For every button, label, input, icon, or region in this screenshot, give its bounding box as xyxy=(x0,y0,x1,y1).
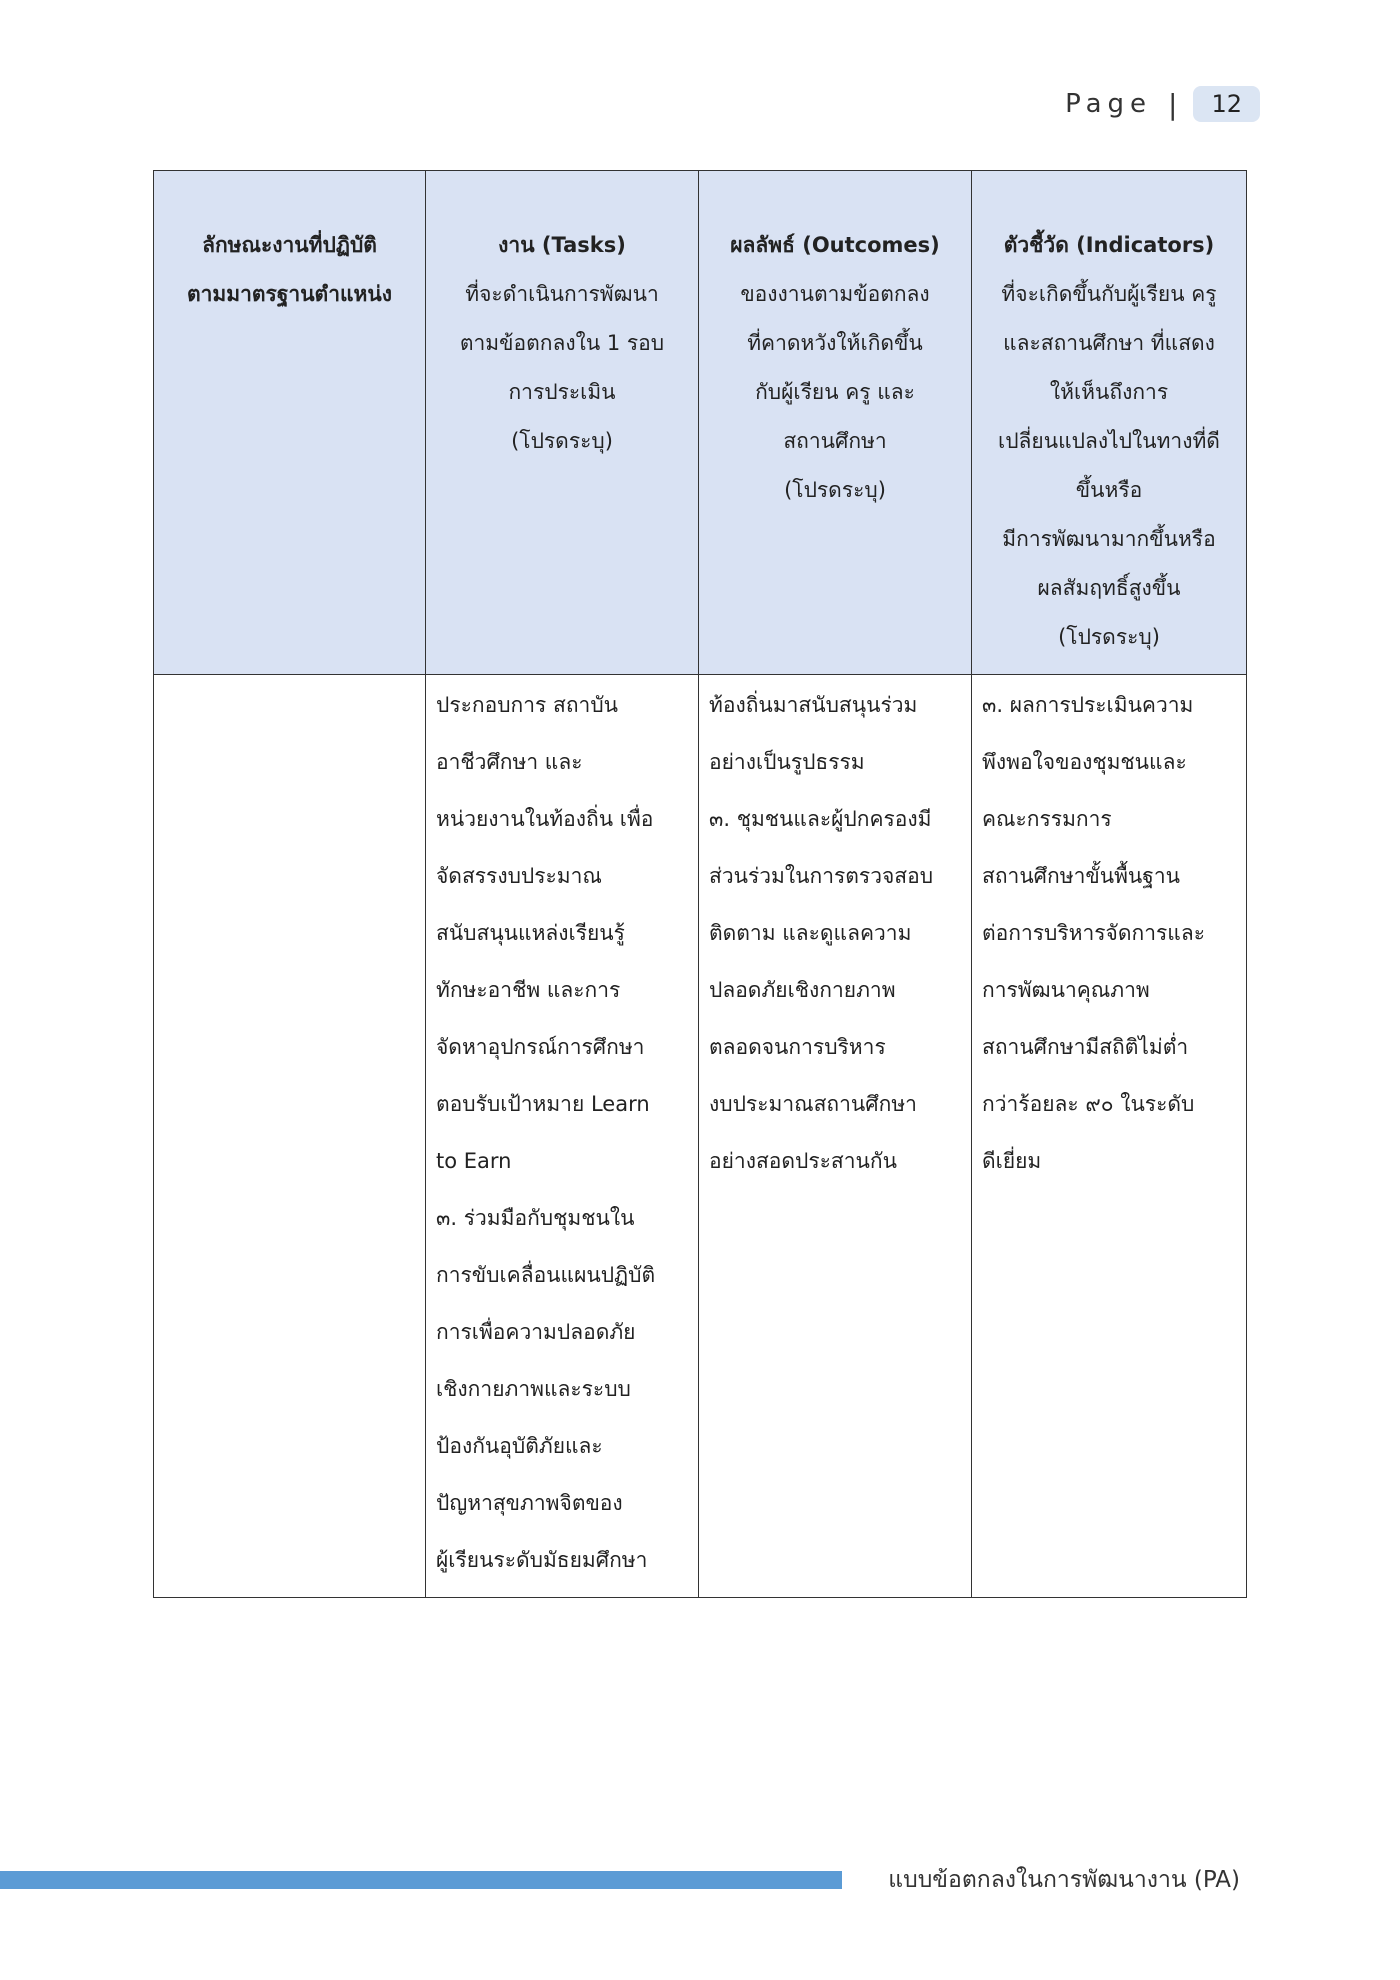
footer-accent-bar xyxy=(0,1871,842,1889)
cell-line: เชิงกายภาพและระบบ xyxy=(436,1377,631,1401)
header-line: มีการพัฒนามากขึ้นหรือ xyxy=(1002,527,1216,551)
cell-line: ประกอบการ สถาบัน xyxy=(436,693,619,717)
cell-line: ท้องถิ่นมาสนับสนุนร่วม xyxy=(709,693,918,717)
cell-line: จัดหาอุปกรณ์การศึกษา xyxy=(436,1035,645,1059)
header-indicators xyxy=(972,171,1247,675)
cell-line: การขับเคลื่อนแผนปฏิบัติ xyxy=(436,1263,656,1287)
page-label: Page xyxy=(1065,89,1153,119)
header-line: สถานศึกษา xyxy=(783,429,887,453)
cell-line: หน่วยงานในท้องถิ่น เพื่อ xyxy=(436,807,654,831)
header-outcomes xyxy=(699,171,972,675)
header-line: เปลี่ยนแปลงไปในทางที่ดี xyxy=(998,429,1220,453)
cell-line: ดีเยี่ยม xyxy=(982,1149,1042,1173)
header-bold-line: ตัวชี้วัด (Indicators) xyxy=(1003,233,1215,257)
cell-line: การเพื่อความปลอดภัย xyxy=(436,1320,636,1344)
header-line: และสถานศึกษา ที่แสดง xyxy=(1003,331,1215,355)
page-number-badge: 12 xyxy=(1193,86,1260,122)
cell-line: ตอบรับเป้าหมาย Learn xyxy=(436,1092,650,1116)
cell-line: ปลอดภัยเชิงกายภาพ xyxy=(709,978,896,1002)
header-line: การประเมิน xyxy=(508,380,616,404)
header-line: ผลสัมฤทธิ์สูงขึ้น xyxy=(1037,576,1181,600)
cell-indicators xyxy=(972,675,1247,1598)
cell-line: อย่างเป็นรูปธรรม xyxy=(709,750,865,774)
header-line: ให้เห็นถึงการ xyxy=(1049,380,1169,404)
cell-line: คณะกรรมการ xyxy=(982,807,1112,831)
cell-line: ส่วนร่วมในการตรวจสอบ xyxy=(709,864,934,888)
header-line: ที่จะเกิดขึ้นกับผู้เรียน ครู xyxy=(1001,282,1217,306)
cell-line: กว่าร้อยละ ๙๐ ในระดับ xyxy=(982,1092,1195,1116)
cell-line: ติดตาม และดูแลความ xyxy=(709,921,912,945)
header-line: ที่จะดำเนินการพัฒนา xyxy=(465,282,659,306)
header-line: ของงานตามข้อตกลง xyxy=(740,282,930,306)
cell-line: อาชีวศึกษา และ xyxy=(436,750,583,774)
page-header xyxy=(1065,86,1260,122)
cell-line: ปัญหาสุขภาพจิตของ xyxy=(436,1491,623,1515)
header-tasks xyxy=(426,171,699,675)
cell-line: พึงพอใจของชุมชนและ xyxy=(982,750,1187,774)
cell-line: สถานศึกษามีสถิติไม่ต่ำ xyxy=(982,1035,1189,1059)
cell-line: งบประมาณสถานศึกษา xyxy=(709,1092,917,1116)
cell-line: จัดสรรงบประมาณ xyxy=(436,864,602,888)
table-header-row xyxy=(154,171,1247,675)
table-row xyxy=(154,675,1247,1598)
pa-agreement-table xyxy=(153,170,1247,1598)
cell-line: ต่อการบริหารจัดการและ xyxy=(982,921,1205,945)
cell-tasks xyxy=(426,675,699,1598)
header-line: ที่คาดหวังให้เกิดขึ้น xyxy=(747,331,923,355)
cell-line: ๓. ชุมชนและผู้ปกครองมี xyxy=(709,807,932,831)
header-line: (โปรดระบุ) xyxy=(784,478,886,502)
cell-outcomes xyxy=(699,675,972,1598)
footer-title: แบบข้อตกลงในการพัฒนางาน (PA) xyxy=(888,1867,1240,1893)
cell-line: ผู้เรียนระดับมัธยมศึกษา xyxy=(436,1548,648,1572)
header-bold-line: ตามมาตรฐานตำแหน่ง xyxy=(187,282,392,306)
header-bold-line: งาน (Tasks) xyxy=(498,233,626,257)
cell-line: ตลอดจนการบริหาร xyxy=(709,1035,886,1059)
header-line: กับผู้เรียน ครู และ xyxy=(755,380,915,404)
cell-line: สนับสนุนแหล่งเรียนรู้ xyxy=(436,921,625,945)
header-line: ขึ้นหรือ xyxy=(1075,478,1143,502)
cell-line: สถานศึกษาขั้นพื้นฐาน xyxy=(982,864,1181,888)
cell-line: ๓. ร่วมมือกับชุมชนใน xyxy=(436,1206,635,1230)
header-bold-line: ผลลัพธ์ (Outcomes) xyxy=(730,233,940,257)
header-line: ตามข้อตกลงใน 1 รอบ xyxy=(459,331,665,355)
page-separator: | xyxy=(1168,87,1178,121)
cell-line: การพัฒนาคุณภาพ xyxy=(982,978,1150,1002)
header-line: (โปรดระบุ) xyxy=(1058,625,1160,649)
cell-line: อย่างสอดประสานกัน xyxy=(709,1149,897,1173)
cell-line: ทักษะอาชีพ และการ xyxy=(436,978,621,1002)
cell-line: ป้องกันอุบัติภัยและ xyxy=(436,1434,603,1458)
header-standard xyxy=(154,171,426,675)
cell-standard xyxy=(154,675,426,1598)
cell-line: ๓. ผลการประเมินความ xyxy=(982,693,1194,717)
cell-line: to Earn xyxy=(436,1149,512,1173)
header-bold-line: ลักษณะงานที่ปฏิบัติ xyxy=(202,233,377,257)
header-line: (โปรดระบุ) xyxy=(511,429,613,453)
